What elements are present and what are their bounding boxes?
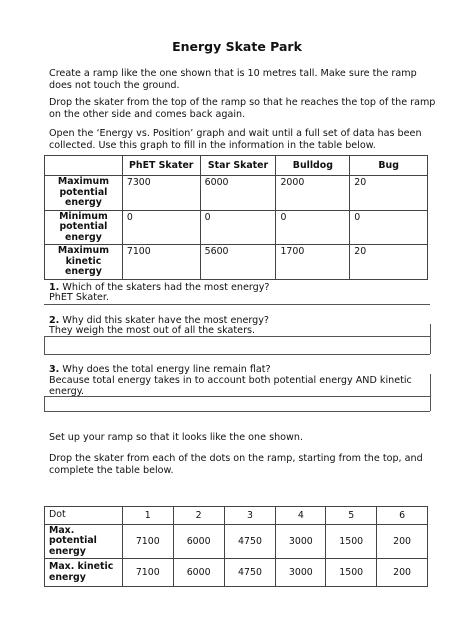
table-cell: 7100 (122, 559, 173, 587)
dot-table (44, 506, 428, 587)
table-cell: 6000 (200, 176, 276, 211)
instruction-4: Set up your ramp so that it looks like the one shown. (49, 432, 304, 443)
table-header-cell: Bug (350, 156, 428, 176)
table-cell: 1500 (326, 525, 377, 559)
table-header-cell: 5 (326, 507, 377, 525)
table-cell: 7100 (122, 245, 200, 280)
answer-line (44, 336, 430, 337)
table-cell: 5600 (200, 245, 276, 280)
instruction-2: Drop the skater from the top of the ramp so that he reaches the top of the ramp on the other side and comes back again. (49, 97, 436, 120)
energy-table (44, 155, 428, 280)
question-number: 2. (49, 315, 60, 326)
table-cell: 6000 (173, 559, 224, 587)
answer-3[interactable]: Because total energy takes in to account both potential energy AND kinetic energy. (49, 375, 412, 397)
question-text: Why did this skater have the most energy? (62, 315, 269, 326)
table-cell: 4750 (224, 525, 276, 559)
answer-line (44, 396, 430, 397)
table-cell: 0 (350, 210, 428, 245)
table-header-cell: 6 (377, 507, 428, 525)
table-cell: 20 (350, 176, 428, 211)
table-header-row (45, 156, 428, 176)
table-cell: 200 (377, 559, 428, 587)
question-text: Why does the total energy line remain flat? (62, 364, 271, 375)
row-label: Max. kinetic energy (45, 559, 123, 587)
answer-box-right (430, 374, 431, 411)
table-cell: 7300 (122, 176, 200, 211)
answer-line (44, 304, 430, 305)
table-header-cell: 4 (276, 507, 326, 525)
table-cell: 2000 (276, 176, 350, 211)
answer-box-left (44, 336, 45, 354)
instruction-5: Drop the skater from each of the dots on the ramp, starting from the top, and complete the table below. (49, 453, 423, 476)
question-number: 3. (49, 364, 60, 375)
table-header-cell: 2 (173, 507, 224, 525)
table-row (45, 245, 428, 280)
table-header-cell: Bulldog (276, 156, 350, 176)
row-label: Maximum kinetic energy (45, 245, 123, 280)
table-cell: 1700 (276, 245, 350, 280)
table-cell: 4750 (224, 559, 276, 587)
table-header-cell (45, 156, 123, 176)
table-header-cell: Star Skater (200, 156, 276, 176)
table-cell: 3000 (276, 525, 326, 559)
answer-2[interactable]: They weigh the most out of all the skaters. (49, 325, 256, 336)
question-3 (49, 364, 271, 375)
table-cell: 20 (350, 245, 428, 280)
answer-box-left (44, 396, 45, 411)
table-cell: 1500 (326, 559, 377, 587)
table-header-row (45, 507, 428, 525)
table-cell: 3000 (276, 559, 326, 587)
table-cell: 0 (122, 210, 200, 245)
page-title: Energy Skate Park (172, 39, 302, 54)
answer-box-right (430, 324, 431, 354)
table-row (45, 176, 428, 211)
row-label: Max. potential energy (45, 525, 123, 559)
answer-1[interactable]: PhET Skater. (49, 292, 109, 303)
question-text: Which of the skaters had the most energy? (62, 282, 270, 293)
table-cell: 7100 (122, 525, 173, 559)
table-cell: 0 (276, 210, 350, 245)
instruction-1: Create a ramp like the one shown that is 10 metres tall. Make sure the ramp does not touch the ground. (49, 68, 417, 91)
row-label: Maximum potential energy (45, 176, 123, 211)
question-number: 1. (49, 282, 60, 293)
row-label: Minimum potential energy (45, 210, 123, 245)
table-row (45, 559, 428, 587)
table-header-cell: PhET Skater (122, 156, 200, 176)
table-row (45, 525, 428, 559)
table-cell: 6000 (173, 525, 224, 559)
instruction-3: Open the ‘Energy vs. Position’ graph and wait until a full set of data has been collected. Use this graph to fill in the information in the table below. (49, 128, 422, 151)
table-row (45, 210, 428, 245)
table-header-cell: Dot (45, 507, 123, 525)
answer-line (44, 354, 430, 355)
table-cell: 0 (200, 210, 276, 245)
answer-line (44, 411, 430, 412)
table-header-cell: 3 (224, 507, 276, 525)
table-cell: 200 (377, 525, 428, 559)
table-header-cell: 1 (122, 507, 173, 525)
